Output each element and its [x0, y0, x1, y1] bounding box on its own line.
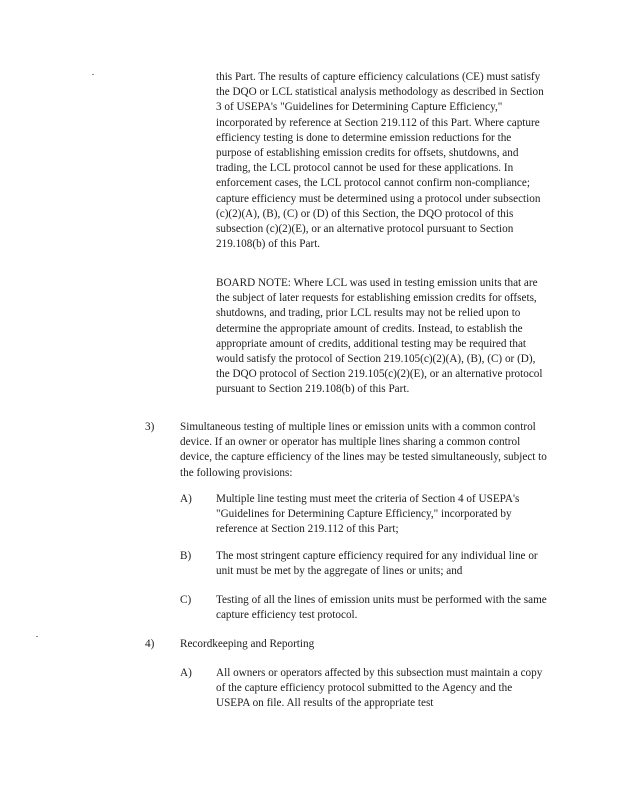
item-4a-text: All owners or operators affected by this subsection must maintain a copy of the capture efficiency protocol submitted to the Agency and the USEPA on file. All results of the appropriate test	[216, 667, 543, 710]
item-4-text: Recordkeeping and Reporting	[180, 638, 315, 650]
board-note: BOARD NOTE: Where LCL was used in testing emission units that are the subject of later requests for establishing emission credits for offsets, shutdowns, and trading, prior LCL results may not be relied upon to determine the appropriate amount of credits. Instead, to establish the appropriate amount of credits, additional testing may be required that would satisfy the protocol of Section 219.105(c)(2)(A), (B), (C) or (D), the DQO protocol of Section 219.105(c)(2)(E), or an alternative protocol pursuant to Section 219.108(b) of this Part.	[216, 277, 543, 396]
item-3a-text: Multiple line testing must meet the criteria of Section 4 of USEPA's "Guidelines for Determining Capture Efficiency," incorporated by reference at Section 219.112 of this Part;	[216, 493, 520, 536]
scan-speck	[92, 74, 94, 75]
item-3-label: 3)	[145, 421, 155, 433]
item-3b-label: B)	[180, 550, 192, 562]
item-3a-label: A)	[180, 493, 192, 505]
item-3c-label: C)	[180, 594, 192, 606]
item-3b-text: The most stringent capture efficiency required for any individual line or unit must be met by the aggregate of lines or units; and	[216, 550, 538, 578]
item-3-text: Simultaneous testing of multiple lines or emission units with a common control device. If an owner or operator has multiple lines sharing a common control device, the capture efficiency of the lines may be tested simultaneously, subject to the following provisions:	[180, 421, 547, 479]
scan-speck	[36, 636, 38, 637]
item-3c-text: Testing of all the lines of emission units must be performed with the same capture efficiency test protocol.	[216, 594, 547, 622]
item-4-label: 4)	[145, 638, 155, 650]
paragraph-capture-efficiency: this Part. The results of capture efficiency calculations (CE) must satisfy the DQO or LCL statistical analysis methodology as described in Section 3 of USEPA's "Guidelines for Determining Capture Efficiency," incorporated by reference at Section 219.112 of this Part. Where capture efficiency testing is done to determine emission reductions for the purpose of establishing emission credits for offsets, shutdowns, and trading, the LCL protocol cannot be used for these applications. In enforcement cases, the LCL protocol cannot confirm non-compliance; capture efficiency must be determined using a protocol under subsection (c)(2)(A), (B), (C) or (D) of this Section, the DQO protocol of this subsection (c)(2)(E), or an alternative protocol pursuant to Section 219.108(b) of this Part.	[216, 71, 544, 251]
item-4a-label: A)	[180, 667, 192, 679]
